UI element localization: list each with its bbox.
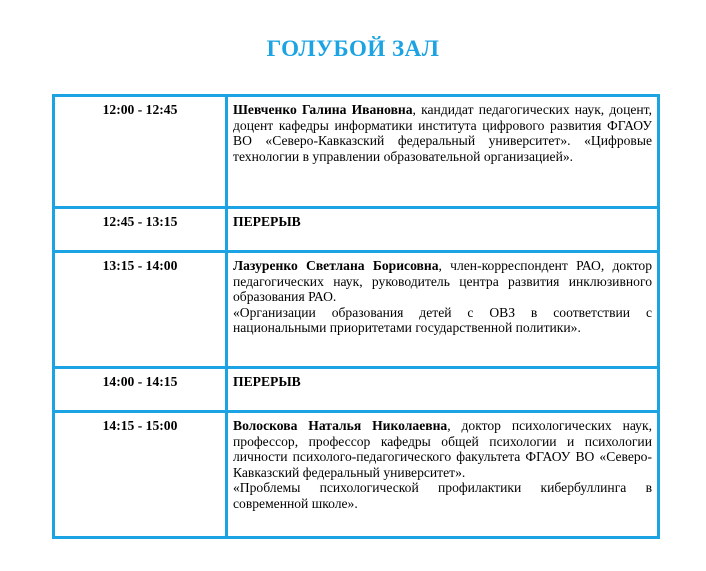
session-description xyxy=(227,412,659,538)
session-description xyxy=(227,252,659,368)
break-label: ПЕРЕРЫВ xyxy=(233,374,301,389)
schedule-row xyxy=(54,412,659,538)
talk-topic: «Организации образования детей с ОВЗ в соответствии с национальными приоритетами государственной политики». xyxy=(233,304,652,336)
speaker-details: , кандидат педагогических наук, доцент, доцент кафедры информатики института цифрового развития ФГАОУ ВО «Северо-Кавказский федеральный университет». «Цифровые технологии в управлении образовательной организацией». xyxy=(233,102,652,164)
schedule-row xyxy=(54,368,659,412)
speaker-name: Лазуренко Светлана Борисовна xyxy=(233,258,439,273)
speaker-name: Шевченко Галина Ивановна xyxy=(233,102,413,117)
speaker-details: , доктор психологических наук, профессор, профессор кафедры общей психологии и психологии личности психолого-педагогического факультета ФГАОУ ВО «Северо-Кавказский федеральный университет». xyxy=(233,418,652,480)
time-slot: 12:00 - 12:45 xyxy=(54,96,227,208)
schedule-row xyxy=(54,96,659,208)
time-slot: 13:15 - 14:00 xyxy=(54,252,227,368)
schedule-row xyxy=(54,252,659,368)
talk-topic: «Проблемы психологической профилактики кибербуллинга в современной школе». xyxy=(233,480,652,511)
time-slot: 14:15 - 15:00 xyxy=(54,412,227,538)
speaker-details: , член-корреспондент РАО, доктор педагогических наук, руководитель центра развития инклюзивного образования РАО. xyxy=(233,258,652,305)
schedule-table xyxy=(52,94,660,539)
time-slot: 12:45 - 13:15 xyxy=(54,208,227,252)
time-slot: 14:00 - 14:15 xyxy=(54,368,227,412)
session-description xyxy=(227,208,659,252)
break-label: ПЕРЕРЫВ xyxy=(233,214,301,229)
speaker-paragraph xyxy=(233,418,652,480)
speaker-name: Волоскова Наталья Николаевна xyxy=(233,418,448,433)
hall-title: ГОЛУБОЙ ЗАЛ xyxy=(266,36,440,61)
session-description xyxy=(227,368,659,412)
schedule-row xyxy=(54,208,659,252)
session-description xyxy=(227,96,659,208)
speaker-paragraph xyxy=(233,258,652,305)
